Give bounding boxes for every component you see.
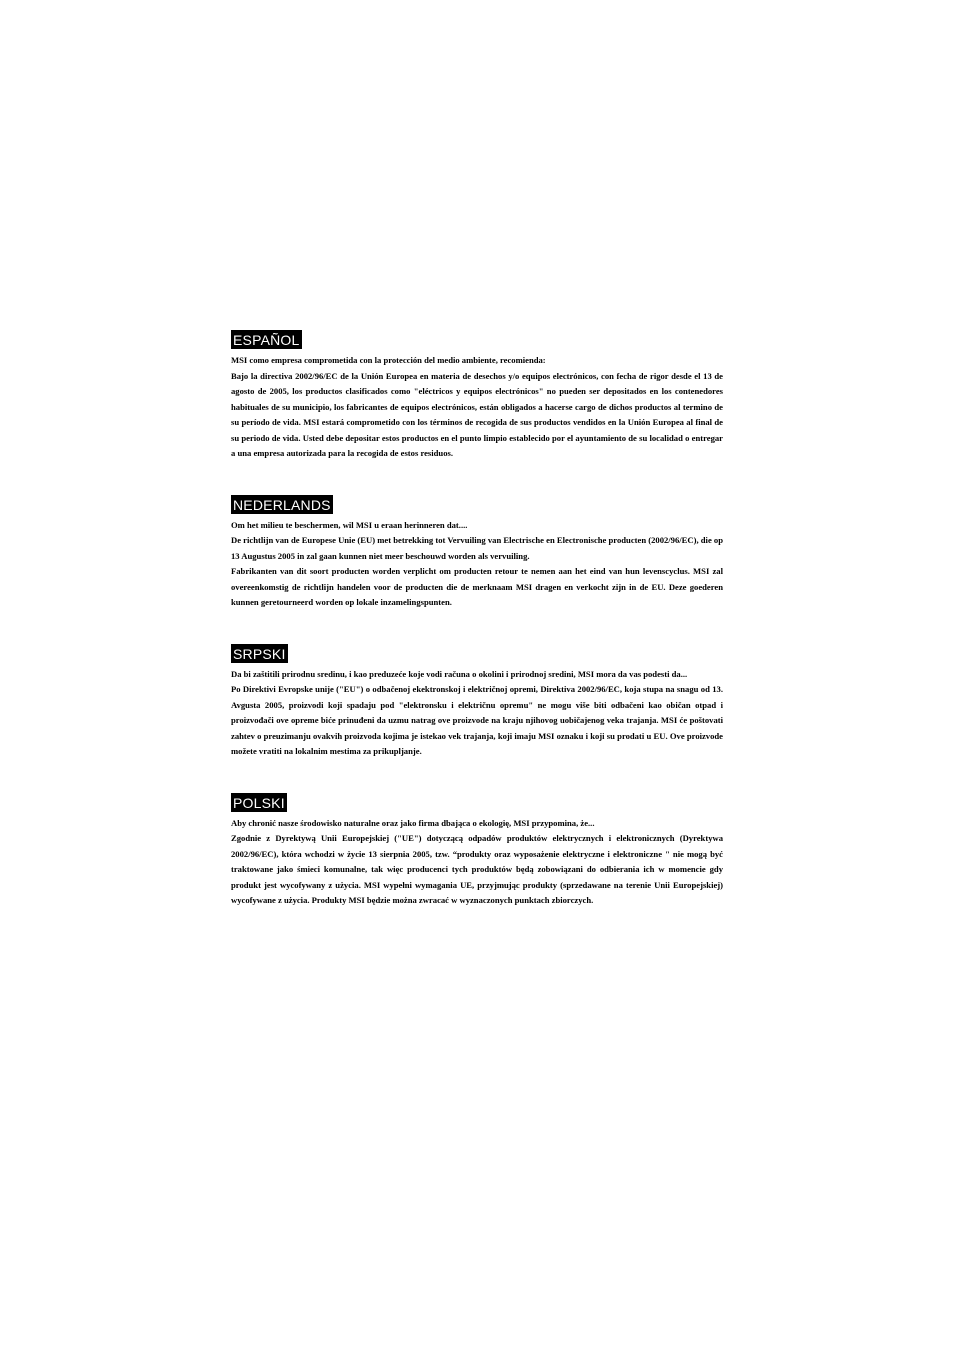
paragraph: Om het milieu te beschermen, wil MSI u eraan herinneren dat.... [231,519,468,530]
section-heading: NEDERLANDS [233,496,331,513]
document-page [231,330,723,909]
paragraph: MSI como empresa comprometida con la protección del medio ambiente, recomienda: [231,355,546,365]
paragraph: Fabrikanten van dit soort producten worden verplicht om producten retour te nemen aan het eind van hun levenscyclus. MSI zal overeenkomstig de richtlijn handelen voor de producten die de merknaam MSI dragen en verkocht zijn in de EU. Deze goederen kunnen geretourneerd worden op lokale inzamelingspunten. [231,566,723,607]
section-srpski [231,644,723,760]
paragraph: Aby chronić nasze środowisko naturalne oraz jako firma dbająca o ekologię, MSI przypomina, że... [231,817,595,828]
paragraph: Zgodnie z Dyrektywą Unii Europejskiej ("UE") dotyczącą odpadów produktów elektrycznych i elektronicznych (Dyrektywa 2002/96/EC), która wchodzi w życie 13 sierpnia 2005, tzw. “produkty oraz wyposażenie elektryczne i elektroniczne " nie mogą być traktowane jako śmieci komunalne, tak więc producenci tych produktów będą zobowiązani do odbierania ich w momencie gdy produkt jest wycofywany z użycia. MSI wypełni wymagania UE, przyjmując produkty (sprzedawane na terenie Unii Europejskiej) wycofywane z użycia. Produkty MSI będzie można zwracać w wyznaczonych punktach zbiorczych. [231,833,723,905]
paragraph: Po Direktivi Evropske unije ("EU") o odbačenoj ekektronskoj i električnoj opremi, Direktiva 2002/96/EC, koja stupa na snagu od 13. Avgusta 2005, proizvodi koji spadaju pod "elektronsku i električnu opremu" ne mogu više biti odbačeni kao običan otpad i proizvođači ove opreme biće prinuđeni da uzmu natrag ove proizvode na kraju njihovog uobičajenog veka trajanja. MSI će poštovati zahtev o preuzimanju ovakvih proizvoda kojima je istekao vek trajanja, koji imaju MSI oznaku i koji su prodati u EU. Ove proizvode možete vratiti na lokalnim mestima za prikupljanje. [231,684,723,756]
section-espanol [231,330,723,462]
section-heading: POLSKI [233,794,285,811]
paragraph: Bajo la directiva 2002/96/EC de la Unión Europea en materia de desechos y/o equipos electrónicos, con fecha de rigor desde el 13 de agosto de 2005, los productos clasificados como "eléctricos y equipos electrónicos" no pueden ser depositados en los contenedores habituales de su municipio, los fabricantes de equipos electrónicos, están obligados a hacerse cargo de dichos productos al termino de su período de vida. MSI estará comprometido con los términos de recogida de sus productos vendidos en la Unión Europea al final de su periodo de vida. Usted debe depositar estos productos en el punto limpio establecido por el ayuntamiento de su localidad o entregar a una empresa autorizada para la recogida de estos residuos. [231,370,723,458]
section-nederlands [231,495,723,611]
section-heading: SRPSKI [233,645,286,662]
section-heading: ESPAÑOL [233,332,300,348]
paragraph: De richtlijn van de Europese Unie (EU) met betrekking tot Vervuiling van Electrische en Electronische producten (2002/96/EC), die op 13 Augustus 2005 in zal gaan kunnen niet meer beschouwd worden als vervuiling. [231,535,723,561]
paragraph: Da bi zaštitili prirodnu sredinu, i kao preduzeće koje vodi računa o okolini i prirodnoj sredini, MSI mora da vas podesti da... [231,668,688,679]
section-polski [231,793,723,909]
